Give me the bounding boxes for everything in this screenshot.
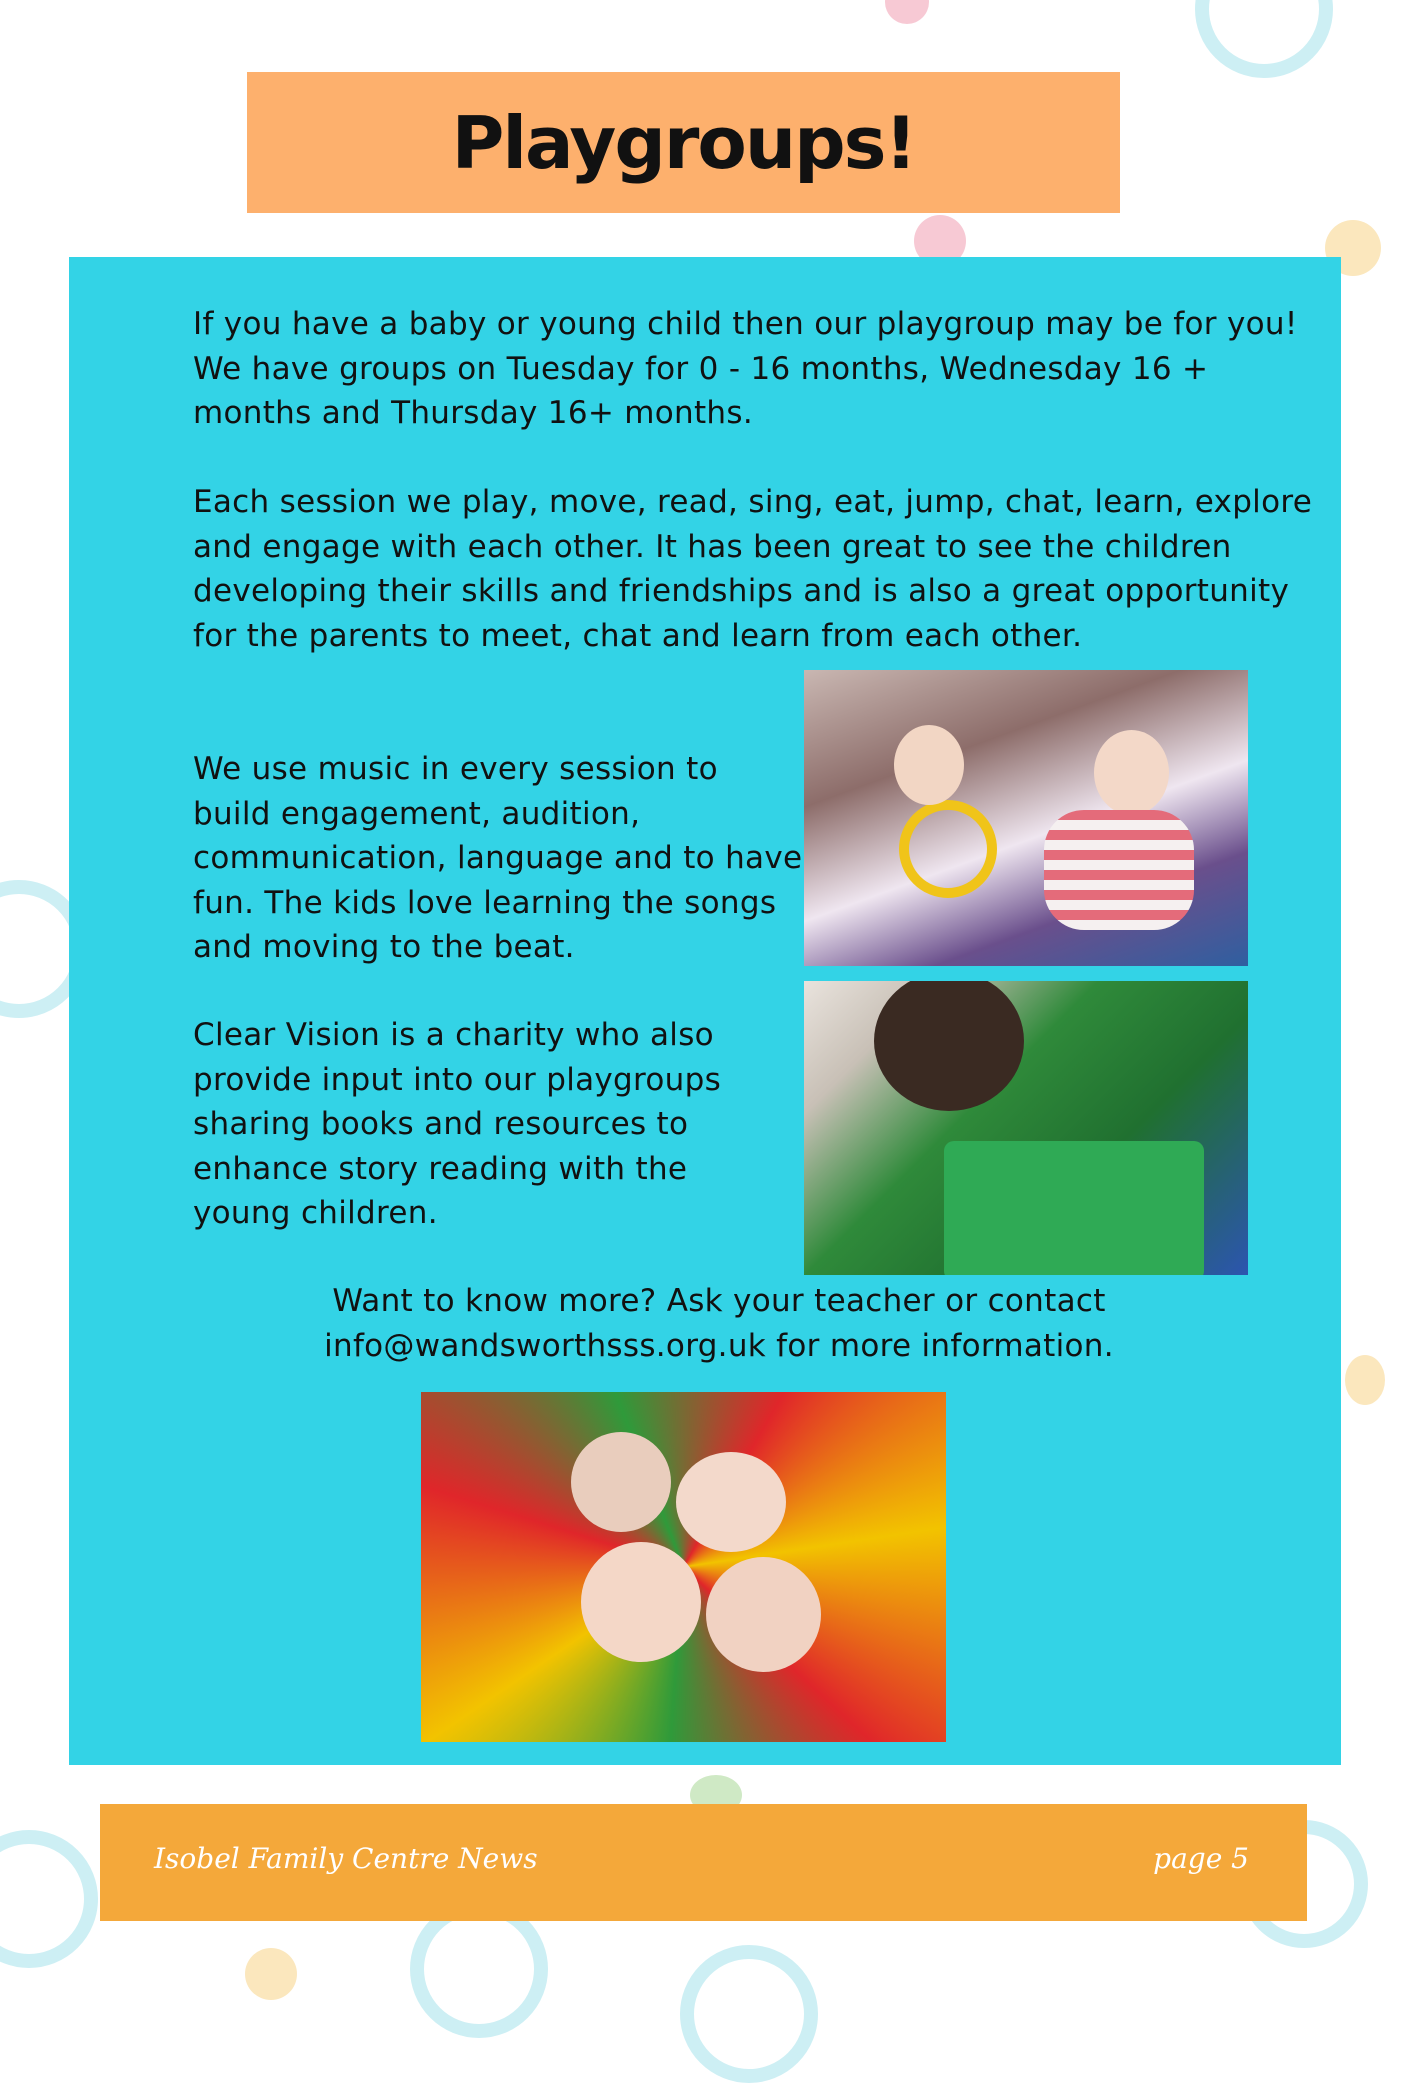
newsletter-name: Isobel Family Centre News xyxy=(154,1842,538,1875)
baby-face-shape xyxy=(894,725,964,805)
intro-paragraph: If you have a baby or young child then our playgroup may be for you! We have groups on Tuesday for 0 - 16 months, Wednesday 16 + months and Thursday 16+ months. xyxy=(193,306,1298,431)
footer-bar xyxy=(100,1804,1307,1921)
baby-face-shape xyxy=(676,1452,786,1552)
page-title: Playgroups! xyxy=(451,100,916,185)
contact-paragraph: Want to know more? Ask your teacher or contact info@wandsworthsss.org.uk for more information. xyxy=(324,1283,1114,1364)
decor-dot xyxy=(885,0,929,24)
music-paragraph: We use music in every session to build engagement, audition, communication, language and to have fun. The kids love learning the songs and moving to the beat. xyxy=(193,751,803,965)
child-head-shape xyxy=(874,981,1024,1111)
decor-ring xyxy=(680,1945,818,2083)
baby-face-shape xyxy=(706,1557,821,1672)
baby-face-shape xyxy=(571,1432,671,1532)
clear-vision-paragraph: Clear Vision is a charity who also provide input into our playgroups sharing books and resources to enhance story reading with the young children. xyxy=(193,1017,722,1231)
babies-on-mat-photo xyxy=(421,1392,946,1742)
decor-ring xyxy=(0,1830,98,1968)
tactile-book-photo xyxy=(804,981,1248,1275)
babies-music-photo xyxy=(804,670,1248,966)
content-panel xyxy=(69,257,1341,1765)
baby-face-shape xyxy=(1094,730,1169,815)
striped-top-shape xyxy=(1044,810,1194,930)
baby-face-shape xyxy=(581,1542,701,1662)
title-banner xyxy=(247,72,1120,213)
sessions-paragraph: Each session we play, move, read, sing, eat, jump, chat, learn, explore and engage with each other. It has been great to see the children developing their skills and friendships and is also a great opportunity for the parents to meet, chat and learn from each other. xyxy=(193,484,1313,654)
decor-dot xyxy=(245,1948,297,2000)
decor-dot xyxy=(1345,1355,1385,1405)
tambourine-shape xyxy=(899,800,997,898)
tactile-book-shape xyxy=(944,1141,1204,1275)
decor-ring xyxy=(1195,0,1333,78)
page-number: page 5 xyxy=(1153,1842,1249,1875)
